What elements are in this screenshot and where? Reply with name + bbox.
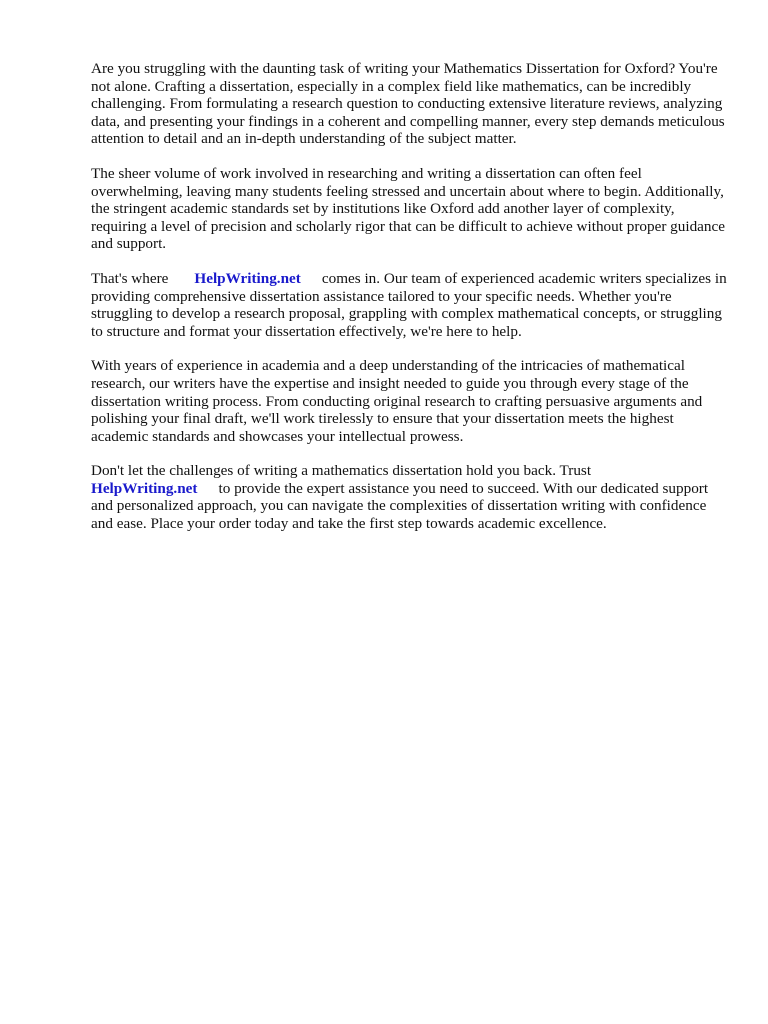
- helpwriting-link-2[interactable]: HelpWriting.net: [91, 479, 198, 497]
- paragraph-cta-rest: to provide the expert assistance you need to succeed. With our dedicated support and personalized approach, you can navigate the complexities of dissertation writing with confidence and ease. Place your order today and take the first step towards academic excellence.: [91, 479, 709, 533]
- paragraph-call-to-action: [91, 462, 731, 532]
- paragraph-challenges: The sheer volume of work involved in researching and writing a dissertation can often feel overwhelming, leaving many students feeling stressed and uncertain about where to begin. Additionally, the stringent academic standards set by institutions like Oxford add another layer of complexity, requiring a level of precision and scholarly rigor that can be difficult to achieve without proper guidance and support.: [91, 164, 725, 253]
- paragraph-service-intro-lead: That's where: [91, 269, 169, 287]
- paragraph-service-intro-rest: comes in. Our team of experienced academic writers specializes in providing comprehensive dissertation assistance tailored to your specific needs. Whether you're struggling to develop a research proposal, grappling with complex mathematical concepts, or struggling to structure and format your dissertation effectively, we're here to help.: [91, 269, 727, 340]
- paragraph-service-intro: [91, 270, 731, 340]
- document-body: [91, 60, 731, 550]
- helpwriting-link-1[interactable]: HelpWriting.net: [194, 269, 301, 287]
- paragraph-expertise: With years of experience in academia and a deep understanding of the intricacies of mathematical research, our writers have the expertise and insight needed to guide you through every stage of the dissertation writing process. From conducting original research to crafting persuasive arguments and polishing your final draft, we'll work tirelessly to ensure that your dissertation meets the highest academic standards and showcases your intellectual prowess.: [91, 357, 703, 445]
- paragraph-cta-lead: Don't let the challenges of writing a mathematics dissertation hold you back. Trust: [91, 462, 592, 480]
- paragraph-intro: Are you struggling with the daunting task of writing your Mathematics Dissertation for Oxford? You're not alone. Crafting a dissertation, especially in a complex field like mathematics, can be incredibly challenging. From formulating a research question to conducting extensive literature reviews, analyzing data, and presenting your findings in a coherent and compelling manner, every step demands meticulous attention to detail and an in-depth understanding of the subject matter.: [91, 60, 725, 148]
